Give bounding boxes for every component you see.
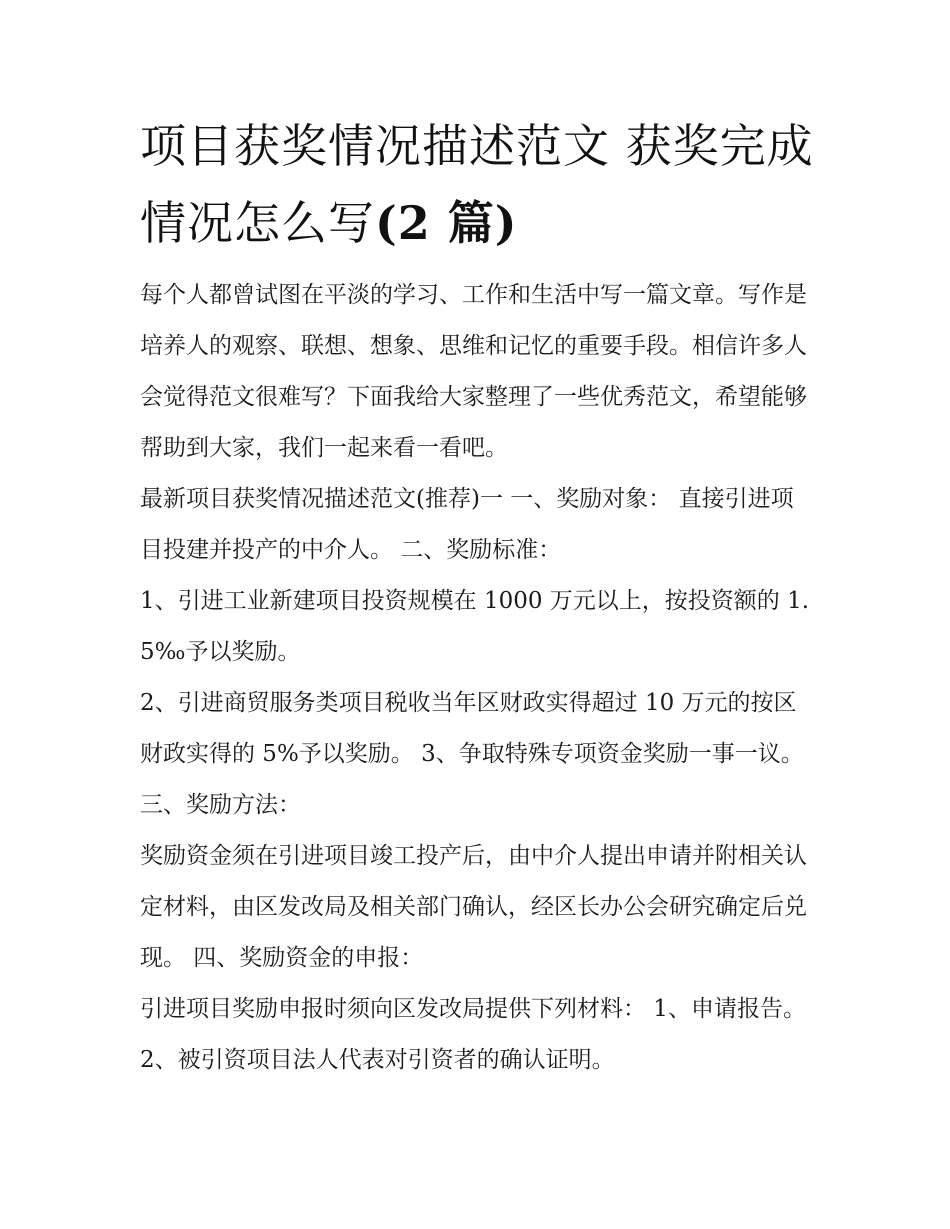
paragraph-reward-target: 最新项目获奖情况描述范文(推荐)一 一、奖励对象： 直接引进项目投建并投产的中介人。 二、奖励标准： bbox=[140, 486, 794, 563]
paragraph-application: 引进项目奖励申报时须向区发改局提供下列材料： 1、申请报告。 2、被引资项目法人代表对引资者的确认证明。 bbox=[140, 996, 806, 1073]
document-body bbox=[140, 108, 815, 1086]
document-title bbox=[140, 108, 815, 262]
document-title-main: 项目获奖情况描述范文 获奖完成情况怎么写 bbox=[140, 119, 814, 250]
document-title-suffix: (2 篇) bbox=[375, 196, 518, 250]
paragraph-standard-2: 2、引进商贸服务类项目税收当年区财政实得超过 10 万元的按区财政实得的 5%予以奖励。 3、争取特殊专项资金奖励一事一议。 三、奖励方法： bbox=[140, 690, 804, 818]
paragraph-reward-method: 奖励资金须在引进项目竣工投产后，由中介人提出申请并附相关认定材料，由区发改局及相关部门确认，经区长办公会研究确定后兑现。 四、奖励资金的申报： bbox=[140, 843, 807, 971]
paragraph-standard-1: 1、引进工业新建项目投资规模在 1000 万元以上，按投资额的 1.5‰予以奖励。 bbox=[140, 588, 810, 665]
paragraph-intro: 每个人都曾试图在平淡的学习、工作和生活中写一篇文章。写作是培养人的观察、联想、想象、思维和记忆的重要手段。相信许多人会觉得范文很难写？下面我给大家整理了一些优秀范文，希望能够帮助到大家，我们一起来看一看吧。 bbox=[140, 282, 807, 461]
